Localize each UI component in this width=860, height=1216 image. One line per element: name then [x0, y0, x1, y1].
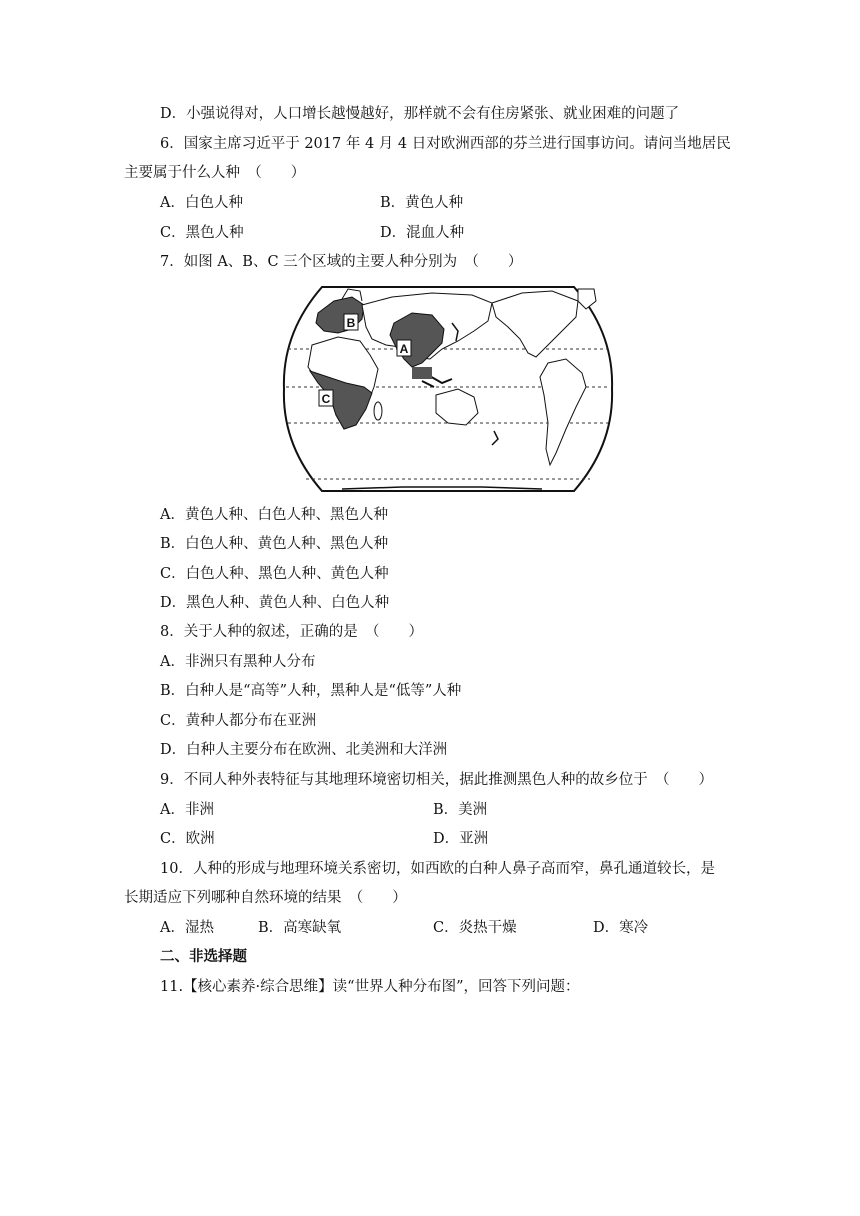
map-label-a: A [399, 342, 409, 356]
section-heading: 二、非选择题 [160, 948, 247, 965]
q8-option-d: D．白种人主要分布在欧洲、北美洲和大洋洲 [160, 742, 448, 758]
q6-stem-line1: 6．国家主席习近平于 2017 年 4 月 4 日对欧洲西部的芬兰进行国事访问。请问当地居民 [160, 136, 731, 152]
q11-stem: 11.【核心素养·综合思维】读“世界人种分布图”，回答下列问题： [160, 979, 580, 995]
q6-stem-line2: 主要属于什么人种 （ ） [124, 165, 306, 181]
q8-option-b: B．白种人是“高等”人种，黑种人是“低等”人种 [160, 683, 462, 699]
q8-stem: 8．关于人种的叙述，正确的是 （ ） [160, 624, 423, 640]
madagascar [374, 402, 382, 420]
q10-option-b: B．高寒缺氧 [258, 920, 342, 936]
q9-option-b: B．美洲 [433, 802, 488, 818]
map-label-b: B [346, 316, 356, 330]
world-race-map [282, 283, 614, 495]
q9-option-c: C．欧洲 [160, 831, 215, 847]
q10-option-a: A．湿热 [160, 920, 214, 936]
q10-option-c: C．炎热干燥 [433, 920, 517, 936]
q6-option-c: C．黑色人种 [160, 225, 244, 241]
q9-option-a: A．非洲 [160, 802, 214, 818]
map-label-c: C [321, 392, 331, 406]
q8-option-c: C．黄种人都分布在亚洲 [160, 713, 317, 729]
q10-stem-line2: 长期适应下列哪种自然环境的结果 （ ） [124, 890, 407, 906]
q7-option-c: C．白色人种、黑色人种、黄色人种 [160, 566, 389, 582]
q7-option-a: A．黄色人种、白色人种、黑色人种 [160, 507, 388, 523]
q9-stem: 9．不同人种外表特征与其地理环境密切相关，据此推测黑色人种的故乡位于 （ ） [160, 772, 713, 788]
q9-option-d: D．亚洲 [433, 831, 489, 847]
q6-option-d: D．混血人种 [380, 225, 465, 241]
q7-stem: 7．如图 A、B、C 三个区域的主要人种分别为 （ ） [160, 254, 523, 270]
q10-stem-line1: 10．人种的形成与地理环境关系密切，如西欧的白种人鼻子高而窄，鼻孔通道较长，是 [160, 861, 715, 877]
se-asia-shade [412, 367, 432, 379]
q6-option-a: A．白色人种 [160, 195, 243, 211]
q7-option-d: D．黑色人种、黄色人种、白色人种 [160, 595, 390, 611]
q10-option-d: D．寒冷 [593, 920, 649, 936]
q8-option-a: A．非洲只有黑种人分布 [160, 654, 316, 670]
q6-option-b: B．黄色人种 [380, 195, 464, 211]
q7-option-b: B．白色人种、黄色人种、黑色人种 [160, 536, 389, 552]
q5-option-d: D．小强说得对，人口增长越慢越好，那样就不会有住房紧张、就业困难的问题了 [160, 106, 680, 122]
